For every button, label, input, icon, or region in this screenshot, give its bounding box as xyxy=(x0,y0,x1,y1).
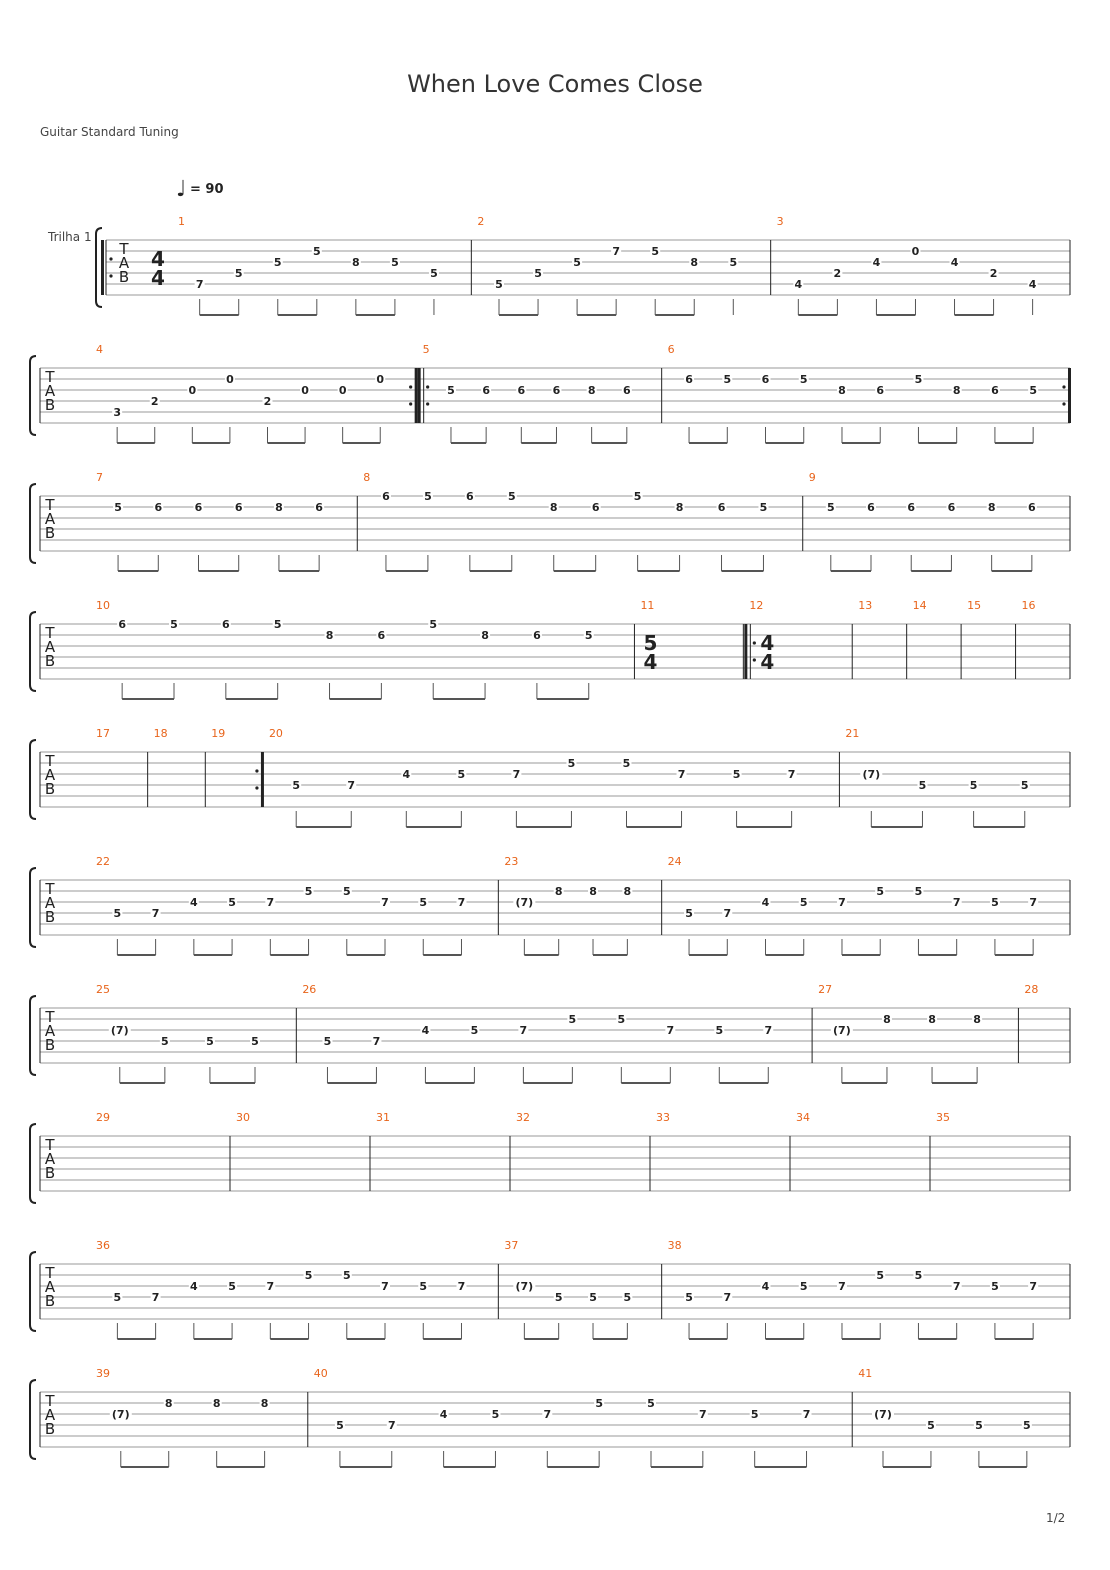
fret-number: 5 xyxy=(273,256,282,269)
fret-number: 5 xyxy=(507,490,516,503)
repeat-dot xyxy=(753,658,756,661)
fret-number: 4 xyxy=(190,896,198,909)
measure-number: 3 xyxy=(776,215,784,228)
fret-number: 5 xyxy=(470,1024,479,1037)
fret-number: 7 xyxy=(802,1408,811,1421)
fret-number: 5 xyxy=(729,256,738,269)
measure-number: 41 xyxy=(858,1367,873,1380)
fret-number: 5 xyxy=(292,779,301,792)
fret-number: 4 xyxy=(872,256,881,269)
fret-number: 4 xyxy=(761,896,770,909)
fret-number: 7 xyxy=(512,768,521,781)
fret-number: 6 xyxy=(222,618,230,631)
fret-number: 7 xyxy=(666,1024,675,1037)
fret-number: 6 xyxy=(991,384,999,397)
fret-number: 7 xyxy=(1029,1280,1037,1293)
fret-number: 4 xyxy=(402,768,411,781)
fret-number: 5 xyxy=(750,1408,759,1421)
fret-number: 6 xyxy=(761,373,770,386)
fret-number: 4 xyxy=(950,256,959,269)
measure-number: 16 xyxy=(1021,599,1036,612)
fret-number: 5 xyxy=(234,267,243,280)
fret-number: 5 xyxy=(568,1013,577,1026)
fret-number: 6 xyxy=(685,373,693,386)
tab-clef-letter: T xyxy=(45,1264,55,1282)
tab-clef-letter: T xyxy=(45,1008,55,1026)
fret-number: 3 xyxy=(113,406,121,419)
system-bracket xyxy=(30,996,36,1075)
tab-clef-letter: B xyxy=(118,268,130,286)
fret-number: 7 xyxy=(764,1024,773,1037)
tab-clef-letter: A xyxy=(44,1150,56,1168)
fret-number: 5 xyxy=(170,618,178,631)
fret-number: 0 xyxy=(911,245,920,258)
fret-number: 5 xyxy=(113,1291,122,1304)
measure-number: 38 xyxy=(667,1239,682,1252)
fret-number: 2 xyxy=(150,395,159,408)
tab-clef-letter: T xyxy=(45,496,55,514)
fret-number: 7 xyxy=(952,896,961,909)
fret-number: 7 xyxy=(151,907,160,920)
fret-number: 0 xyxy=(376,373,385,386)
tab-clef-letter: A xyxy=(44,766,56,784)
measure-number: 27 xyxy=(818,983,833,996)
fret-number: (7) xyxy=(874,1408,892,1421)
time-signature-top: 4 xyxy=(151,247,165,271)
fret-number: 5 xyxy=(647,1397,655,1410)
measure-number: 37 xyxy=(504,1239,519,1252)
fret-number: 5 xyxy=(342,1269,351,1282)
fret-number: 6 xyxy=(533,629,541,642)
fret-number: 5 xyxy=(991,1280,999,1293)
repeat-end-thick-bar xyxy=(261,752,264,807)
measure-number: 9 xyxy=(808,471,816,484)
fret-number: 6 xyxy=(517,384,526,397)
repeat-dot xyxy=(109,257,112,260)
fret-number: (7) xyxy=(515,1280,534,1293)
fret-number: 7 xyxy=(952,1280,961,1293)
measure-number: 14 xyxy=(912,599,927,612)
fret-number: 4 xyxy=(190,1280,198,1293)
fret-number: 4 xyxy=(794,278,803,291)
fret-number: 5 xyxy=(323,1035,332,1048)
fret-number: 6 xyxy=(315,501,323,514)
measure-number: 10 xyxy=(96,599,110,612)
repeat-start-thick-bar xyxy=(101,240,104,295)
fret-number: 8 xyxy=(928,1013,936,1026)
repeat-dot xyxy=(426,385,429,388)
fret-number: 7 xyxy=(347,779,356,792)
fret-number: 5 xyxy=(759,501,768,514)
fret-number: 5 xyxy=(419,1280,428,1293)
fret-number: 5 xyxy=(495,278,503,291)
tab-clef-letter: A xyxy=(118,254,130,272)
fret-number: 6 xyxy=(466,490,474,503)
fret-number: 4 xyxy=(761,1280,770,1293)
repeat-dot xyxy=(255,786,258,789)
fret-number: 7 xyxy=(838,896,846,909)
fret-number: 7 xyxy=(787,768,796,781)
fret-number: 5 xyxy=(799,896,808,909)
fret-number: 8 xyxy=(325,629,334,642)
repeat-dot xyxy=(1062,385,1065,388)
fret-number: 8 xyxy=(838,384,846,397)
tab-clef-letter: B xyxy=(44,1036,56,1054)
fret-number: 6 xyxy=(234,501,243,514)
fret-number: 5 xyxy=(429,618,438,631)
fret-number: 5 xyxy=(914,885,923,898)
measure-number: 34 xyxy=(796,1111,810,1124)
time-signature-bottom: 4 xyxy=(760,650,775,674)
fret-number: 5 xyxy=(622,757,631,770)
fret-number: 2 xyxy=(833,267,842,280)
time-signature-bottom: 4 xyxy=(151,266,165,290)
measure-number: 4 xyxy=(96,343,103,356)
fret-number: 6 xyxy=(482,384,490,397)
fret-number: 8 xyxy=(352,256,360,269)
tab-clef-letter: T xyxy=(45,624,55,642)
fret-number: 7 xyxy=(723,907,732,920)
fret-number: 7 xyxy=(372,1035,381,1048)
fret-number: 8 xyxy=(275,501,283,514)
measure-number: 22 xyxy=(96,855,110,868)
fret-number: 6 xyxy=(591,501,600,514)
tab-clef-letter: B xyxy=(44,1292,56,1310)
fret-number: 4 xyxy=(421,1024,430,1037)
fret-number: 5 xyxy=(715,1024,724,1037)
fret-number: 7 xyxy=(457,896,466,909)
fret-number: 5 xyxy=(876,885,885,898)
system-bracket xyxy=(30,1252,36,1331)
fret-number: 0 xyxy=(226,373,234,386)
system-bracket xyxy=(30,356,36,435)
time-signature-bottom: 4 xyxy=(643,650,658,674)
fret-number: 6 xyxy=(382,490,390,503)
fret-number: 7 xyxy=(677,768,686,781)
measure-number: 19 xyxy=(211,727,226,740)
system-bracket xyxy=(30,1380,36,1459)
fret-number: 6 xyxy=(154,501,163,514)
fret-number: 7 xyxy=(381,896,389,909)
system-bracket xyxy=(30,1124,36,1203)
tab-clef-letter: B xyxy=(44,780,56,798)
fret-number: 5 xyxy=(391,256,399,269)
fret-number: 4 xyxy=(439,1408,448,1421)
fret-number: 5 xyxy=(419,896,428,909)
system-bracket xyxy=(30,868,36,947)
fret-number: 5 xyxy=(991,896,999,909)
fret-number: 2 xyxy=(263,395,272,408)
tab-clef-letter: T xyxy=(45,1136,55,1154)
measure-number: 35 xyxy=(936,1111,950,1124)
repeat-start-thick-bar xyxy=(418,368,421,423)
tab-clef-letter: A xyxy=(44,382,56,400)
fret-number: 5 xyxy=(732,768,741,781)
fret-number: 5 xyxy=(273,618,282,631)
fret-number: 8 xyxy=(212,1397,221,1410)
fret-number: 5 xyxy=(312,245,321,258)
fret-number: 7 xyxy=(612,245,620,258)
fret-number: 6 xyxy=(1028,501,1036,514)
fret-number: 8 xyxy=(987,501,996,514)
fret-number: 5 xyxy=(554,1291,563,1304)
fret-number: (7) xyxy=(833,1024,851,1037)
fret-number: 7 xyxy=(519,1024,528,1037)
fret-number: 5 xyxy=(589,1291,597,1304)
measure-number: 30 xyxy=(236,1111,250,1124)
tab-clef-letter: B xyxy=(44,524,56,542)
fret-number: 8 xyxy=(883,1013,891,1026)
fret-number: 6 xyxy=(876,384,885,397)
fret-number: 5 xyxy=(914,373,923,386)
fret-number: 5 xyxy=(826,501,835,514)
fret-number: 8 xyxy=(675,501,684,514)
time-signature-top: 5 xyxy=(643,631,658,655)
fret-number: 7 xyxy=(723,1291,732,1304)
song-title: When Love Comes Close xyxy=(407,70,703,98)
fret-number: 5 xyxy=(567,757,576,770)
fret-number: 7 xyxy=(266,896,275,909)
fret-number: 8 xyxy=(164,1397,173,1410)
fret-number: 7 xyxy=(543,1408,552,1421)
fret-number: (7) xyxy=(515,896,534,909)
fret-number: 5 xyxy=(975,1419,983,1432)
fret-number: 7 xyxy=(266,1280,275,1293)
fret-number: 5 xyxy=(685,907,693,920)
measure-number: 21 xyxy=(845,727,860,740)
fret-number: 5 xyxy=(251,1035,259,1048)
fret-number: 8 xyxy=(481,629,489,642)
fret-number: 7 xyxy=(699,1408,707,1421)
fret-number: 6 xyxy=(907,501,916,514)
measure-number: 32 xyxy=(516,1111,530,1124)
measure-number: 31 xyxy=(376,1111,390,1124)
measure-number: 26 xyxy=(302,983,317,996)
repeat-dot xyxy=(753,641,756,644)
fret-number: 5 xyxy=(876,1269,885,1282)
fret-number: 5 xyxy=(584,629,593,642)
measure-number: 29 xyxy=(96,1111,110,1124)
fret-number: 8 xyxy=(973,1013,981,1026)
repeat-dot xyxy=(255,769,258,772)
fret-number: 5 xyxy=(114,501,122,514)
system-bracket xyxy=(30,612,36,691)
fret-number: 4 xyxy=(1028,278,1037,291)
fret-number: 6 xyxy=(717,501,726,514)
fret-number: 6 xyxy=(377,629,386,642)
fret-number: 5 xyxy=(228,896,236,909)
track-name: Trilha 1 xyxy=(48,230,92,244)
fret-number: 6 xyxy=(552,384,561,397)
measure-number: 18 xyxy=(153,727,168,740)
repeat-dot xyxy=(109,274,112,277)
system-bracket xyxy=(30,740,36,819)
fret-number: 7 xyxy=(1029,896,1037,909)
tab-clef-letter: T xyxy=(45,880,55,898)
measure-number: 17 xyxy=(96,727,110,740)
fret-number: 8 xyxy=(690,256,699,269)
fret-number: (7) xyxy=(111,1408,130,1421)
fret-number: 5 xyxy=(617,1013,626,1026)
tab-clef-letter: B xyxy=(44,1420,56,1438)
tab-clef-letter: B xyxy=(44,396,56,414)
fret-number: 7 xyxy=(838,1280,846,1293)
measure-number: 23 xyxy=(504,855,519,868)
measure-number: 24 xyxy=(667,855,682,868)
tab-clef-letter: T xyxy=(119,240,129,258)
measure-number: 28 xyxy=(1024,983,1039,996)
measure-number: 36 xyxy=(96,1239,110,1252)
tempo-marking: = 90 xyxy=(190,182,224,197)
fret-number: 5 xyxy=(447,384,455,397)
time-signature-top: 4 xyxy=(760,631,775,655)
system-bracket xyxy=(30,484,36,563)
fret-number: 5 xyxy=(491,1408,500,1421)
fret-number: 5 xyxy=(573,256,581,269)
fret-number: 7 xyxy=(151,1291,160,1304)
measure-number: 15 xyxy=(967,599,982,612)
fret-number: 5 xyxy=(633,490,642,503)
tab-clef-letter: A xyxy=(44,1406,56,1424)
tab-clef-letter: A xyxy=(44,1022,56,1040)
fret-number: 5 xyxy=(914,1269,923,1282)
fret-number: 5 xyxy=(457,768,466,781)
tab-clef-letter: A xyxy=(44,1278,56,1296)
measure-number: 6 xyxy=(667,343,675,356)
fret-number: 5 xyxy=(651,245,660,258)
fret-number: 5 xyxy=(1029,384,1037,397)
repeat-end-thick-bar xyxy=(415,368,418,423)
fret-number: 5 xyxy=(685,1291,693,1304)
fret-number: (7) xyxy=(862,768,881,781)
fret-number: 8 xyxy=(589,885,597,898)
tab-clef-letter: T xyxy=(45,1392,55,1410)
tab-clef-letter: T xyxy=(45,368,55,386)
page-number: 1/2 xyxy=(1046,1511,1066,1525)
fret-number: 6 xyxy=(947,501,956,514)
measure-number: 20 xyxy=(268,727,283,740)
fret-number: 7 xyxy=(387,1419,396,1432)
fret-number: 5 xyxy=(534,267,542,280)
fret-number: 8 xyxy=(554,885,563,898)
fret-number: 8 xyxy=(549,501,558,514)
fret-number: 6 xyxy=(194,501,203,514)
fret-number: 0 xyxy=(338,384,347,397)
tab-clef-letter: B xyxy=(44,908,56,926)
fret-number: 5 xyxy=(927,1419,935,1432)
fret-number: 8 xyxy=(587,384,596,397)
fret-number: 6 xyxy=(867,501,875,514)
quarter-note-icon: ♩ xyxy=(176,177,187,202)
fret-number: 5 xyxy=(1023,1419,1031,1432)
measure-number: 33 xyxy=(656,1111,670,1124)
fret-number: 7 xyxy=(381,1280,389,1293)
fret-number: 5 xyxy=(342,885,351,898)
fret-number: 8 xyxy=(623,885,632,898)
repeat-dot xyxy=(409,385,412,388)
measure-number: 25 xyxy=(96,983,110,996)
repeat-end-thick-bar xyxy=(1068,368,1071,423)
fret-number: 5 xyxy=(430,267,438,280)
tab-clef-letter: A xyxy=(44,510,56,528)
fret-number: 5 xyxy=(623,1291,632,1304)
measure-number: 40 xyxy=(313,1367,328,1380)
fret-number: 5 xyxy=(304,885,313,898)
tab-clef-letter: A xyxy=(44,894,56,912)
measure-number: 8 xyxy=(363,471,371,484)
fret-number: 6 xyxy=(622,384,631,397)
fret-number: 0 xyxy=(301,384,309,397)
tab-clef-letter: T xyxy=(45,752,55,770)
measure-number: 39 xyxy=(96,1367,110,1380)
measure-number: 13 xyxy=(858,599,873,612)
tab-clef-letter: A xyxy=(44,638,56,656)
fret-number: 5 xyxy=(304,1269,313,1282)
fret-number: 5 xyxy=(918,779,927,792)
fret-number: 8 xyxy=(260,1397,269,1410)
fret-number: 2 xyxy=(989,267,998,280)
fret-number: 5 xyxy=(799,373,808,386)
tuning-label: Guitar Standard Tuning xyxy=(40,125,179,139)
repeat-dot xyxy=(1062,402,1065,405)
fret-number: 5 xyxy=(336,1419,344,1432)
repeat-start-thick-bar xyxy=(744,624,747,679)
fret-number: (7) xyxy=(110,1024,129,1037)
fret-number: 5 xyxy=(1020,779,1029,792)
fret-number: 5 xyxy=(799,1280,808,1293)
fret-number: 7 xyxy=(195,278,204,291)
measure-number: 7 xyxy=(96,471,103,484)
measure-number: 12 xyxy=(749,599,764,612)
fret-number: 6 xyxy=(118,618,126,631)
repeat-dot xyxy=(426,402,429,405)
fret-number: 5 xyxy=(969,779,978,792)
fret-number: 7 xyxy=(457,1280,466,1293)
repeat-dot xyxy=(409,402,412,405)
fret-number: 5 xyxy=(113,907,122,920)
fret-number: 5 xyxy=(723,373,732,386)
measure-number: 1 xyxy=(178,215,185,228)
fret-number: 5 xyxy=(424,490,432,503)
fret-number: 5 xyxy=(595,1397,603,1410)
measure-number: 11 xyxy=(640,599,655,612)
fret-number: 0 xyxy=(188,384,197,397)
measure-number: 5 xyxy=(422,343,430,356)
fret-number: 5 xyxy=(161,1035,169,1048)
tab-clef-letter: B xyxy=(44,652,56,670)
fret-number: 5 xyxy=(228,1280,236,1293)
fret-number: 5 xyxy=(206,1035,214,1048)
fret-number: 8 xyxy=(952,384,961,397)
measure-number: 2 xyxy=(477,215,485,228)
tab-clef-letter: B xyxy=(44,1164,56,1182)
